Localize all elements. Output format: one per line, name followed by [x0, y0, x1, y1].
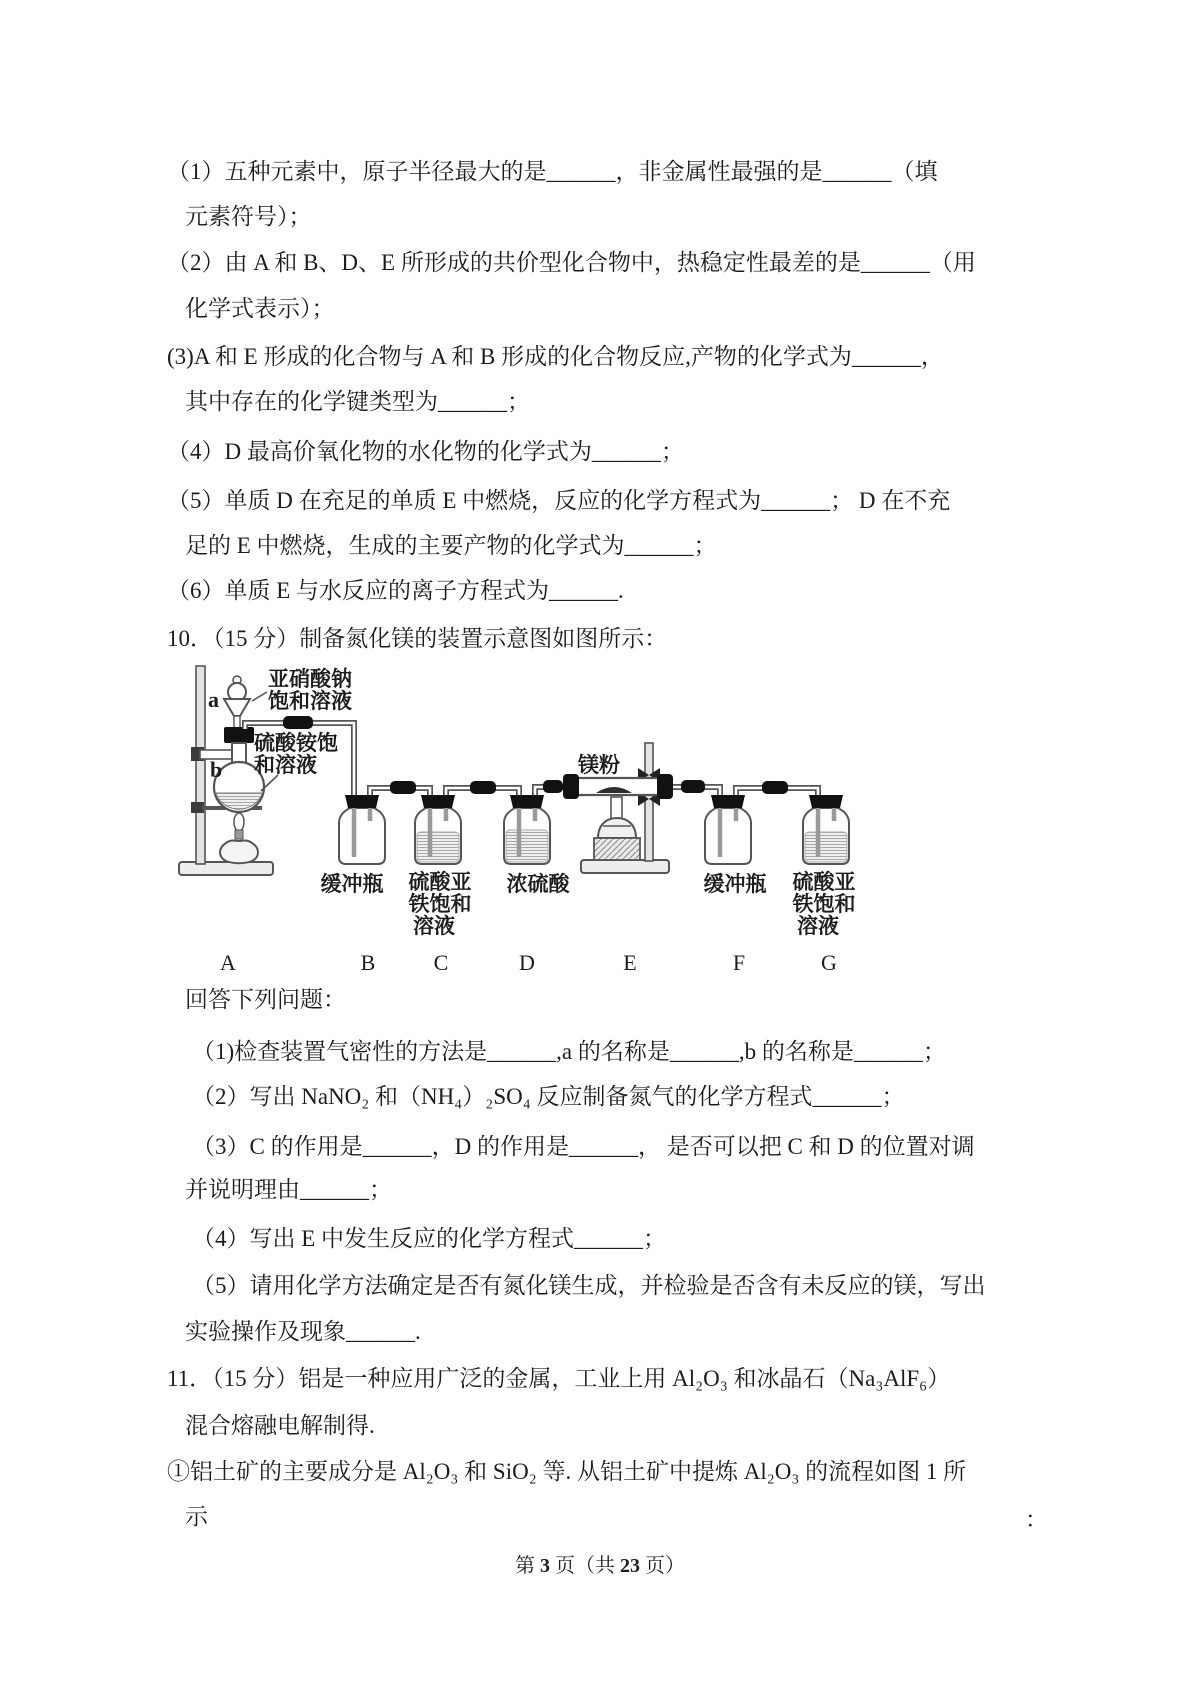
- q9-item1-line2: 元素符号）；: [185, 204, 312, 229]
- footer-text-2: 页（共: [550, 1555, 620, 1577]
- funnel-letter-a: a: [208, 687, 219, 712]
- q9-item5-line1: （5）单质 D 在充足的单质 E 中燃烧，反应的化学方程式为______； D 在不充: [167, 488, 951, 513]
- alcohol-lamp-left: [220, 813, 258, 863]
- label-feso4-G-line2: 铁饱和: [792, 892, 856, 916]
- q10-item5-line2: 实验操作及现象______.: [185, 1319, 421, 1344]
- q11-sub1-line2: 示: [185, 1504, 208, 1529]
- callout-nano2-line1: 亚硝酸钠: [268, 667, 352, 691]
- q9-item2-line1: （2）由 A 和 B、D、E 所形成的共价型化合物中，热稳定性最差的是______（用: [167, 250, 976, 275]
- gas-pipes: [245, 716, 818, 800]
- q10-item4: （4）写出 E 中发生反应的化学方程式______；: [192, 1226, 667, 1251]
- bottle-F: [705, 795, 751, 864]
- letter-A: A: [220, 950, 236, 975]
- footer-page-number: 3: [540, 1555, 550, 1577]
- apparatus-diagram: [140, 648, 900, 983]
- q10-item2: （2）写出 NaNO₂ 和（NH₄）₂SO₄ 反应制备氮气的化学方程式______；: [192, 1084, 905, 1109]
- label-feso4-C-line2: 铁饱和: [408, 892, 472, 916]
- q9-item3-line1: (3)A 和 E 形成的化合物与 A 和 B 形成的化合物反应,产物的化学式为______，: [167, 344, 944, 369]
- label-feso4-C-line3: 溶液: [413, 914, 455, 938]
- footer-total-pages: 23: [620, 1555, 640, 1577]
- mg-powder-label: 镁粉: [578, 753, 620, 777]
- q10-item5-line1: （5）请用化学方法确定是否有氮化镁生成，并检验是否含有未反应的镁，写出: [192, 1273, 986, 1298]
- q9-item2-line2: 化学式表示）；: [185, 296, 335, 321]
- callout-nano2-line2: 饱和溶液: [268, 689, 352, 713]
- q10-prompt: 回答下列问题：: [185, 987, 346, 1012]
- letter-E: E: [623, 950, 637, 975]
- bottle-D: [504, 795, 550, 864]
- page-footer: [0, 1549, 1200, 1578]
- bottle-C: [415, 795, 461, 864]
- label-buffer-bottle-F: 缓冲瓶: [703, 872, 767, 896]
- burner-right: [594, 797, 640, 860]
- bottle-B: [339, 795, 385, 864]
- q11-header-line1: 11．（15 分）铝是一种应用广泛的金属，工业上用 Al₂O₃ 和冰晶石（Na₃AlF₆）: [167, 1366, 951, 1391]
- q9-item4: （4）D 最高价氧化物的水化物的化学式为______；: [167, 439, 684, 464]
- letter-F: F: [732, 950, 746, 975]
- callout-nh4-line2: 和溶液: [254, 753, 317, 777]
- label-buffer-bottle-B: 缓冲瓶: [320, 872, 384, 896]
- q9-item6: （6）单质 E 与水反应的离子方程式为______.: [167, 578, 624, 603]
- q9-item5-line2: 足的 E 中燃烧，生成的主要产物的化学式为______；: [185, 533, 717, 558]
- q10-item1: （1)检查装置气密性的方法是______,a 的名称是______,b 的名称是______；: [192, 1039, 946, 1064]
- q10-header: 10．（15 分）制备氮化镁的装置示意图如图所示：: [167, 626, 668, 651]
- letter-D: D: [519, 950, 535, 975]
- mg-reaction-tube: [563, 774, 673, 799]
- q11-trailing-colon: ：: [1025, 1507, 1048, 1532]
- label-feso4-G-line1: 硫酸亚: [792, 870, 856, 894]
- q9-item1-line1: （1）五种元素中，原子半径最大的是______，非金属性最强的是______（填: [167, 159, 938, 184]
- q11-header-line2: 混合熔融电解制得.: [185, 1413, 375, 1438]
- q10-item3-line2: 并说明理由______；: [185, 1177, 392, 1202]
- flask-letter-b: b: [210, 757, 223, 782]
- label-feso4-C-line1: 硫酸亚: [408, 870, 472, 894]
- bottle-G: [803, 795, 849, 864]
- label-feso4-G-line3: 溶液: [797, 914, 839, 938]
- label-h2so4-D: 浓硫酸: [506, 872, 570, 896]
- footer-text-3: 页）: [640, 1555, 685, 1577]
- footer-text-1: 第: [515, 1555, 540, 1577]
- q11-sub1-line1: ①铝土矿的主要成分是 Al₂O₃ 和 SiO₂ 等. 从铝土矿中提炼 Al₂O₃ 的流程如图 1 所: [167, 1459, 967, 1484]
- q10-item3-line1: （3）C 的作用是______，D 的作用是______， 是否可以把 C 和 D 的位置对调: [192, 1134, 975, 1159]
- letter-B: B: [360, 950, 376, 975]
- callout-nh4-line1: 硫酸铵饱: [254, 731, 338, 755]
- letter-C: C: [433, 950, 449, 975]
- letter-G: G: [821, 950, 837, 975]
- q9-item3-line2: 其中存在的化学键类型为______；: [185, 389, 530, 414]
